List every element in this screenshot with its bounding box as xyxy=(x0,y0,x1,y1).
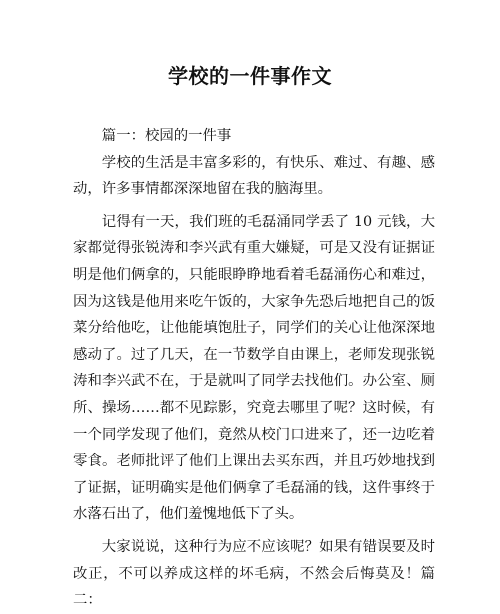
section-heading: 篇一：校园的一件事 xyxy=(101,128,232,144)
paragraph-intro: 学校的生活是丰富多彩的，有快乐、难过、有趣、感动，许多事情都深深地留在我的脑海里。 xyxy=(73,154,435,198)
paragraph-story: 记得有一天，我们班的毛磊涌同学丢了 10 元钱，大家都觉得张锐涛和李兴武有重大嫌疑，可是又没有证据证明是他们俩拿的，只能眼睁睁地看着毛磊涌伤心和难过，因为这钱是他用来吃午饭的，大家争先恐后地把自己的饭菜分给他吃，让他能填饱肚子，同学们的关心让他深深地感动了。过了几天，在一节数学自由课上，老师发现张锐涛和李兴武不在，于是就叫了同学去找他们。办公室、厕所、操场……都不见踪影，究竟去哪里了呢？这时候，有一个同学发现了他们，竟然从校门口进来了，还一边吃着零食。老师批评了他们上课出去买东西，并且巧妙地找到了证据，证明确实是他们俩拿了毛磊涌的钱，这件事终于水落石出了，他们羞愧地低下了头。 xyxy=(73,213,435,523)
document-title: 学校的一件事作文 xyxy=(168,64,332,88)
paragraph-conclusion: 大家说说，这种行为应不应该呢？如果有错误要及时改正，不可以养成这样的坏毛病，不然会后悔莫及！篇二： xyxy=(73,538,435,609)
document-body xyxy=(73,123,435,614)
